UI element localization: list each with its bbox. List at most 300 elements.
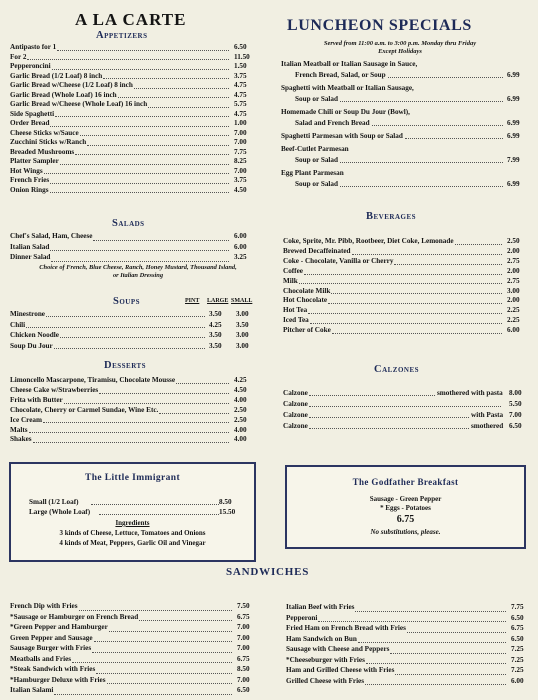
soup-size-headers (180, 298, 260, 308)
soup-small-price: 3.00 (236, 310, 249, 318)
dessert-item (10, 426, 253, 436)
dot-leader (159, 413, 229, 414)
appetizer-item-price: 7.75 (234, 147, 247, 156)
dot-leader (332, 333, 502, 334)
dot-leader (340, 162, 503, 163)
appetizer-item-name: Garlic Bread (Whole Loaf) 16 inch (10, 90, 117, 99)
beverage-item (283, 277, 526, 287)
beverage-item-price: 2.50 (507, 237, 520, 245)
sandwich-item (286, 677, 526, 688)
dessert-item (10, 416, 253, 426)
dessert-item (10, 386, 253, 396)
appetizer-item-name: Hot Wings (10, 166, 43, 175)
dot-leader (372, 125, 503, 126)
dot-leader (99, 514, 219, 515)
dot-leader (93, 240, 229, 241)
sandwich-item-name: *Hamburger Deluxe with Fries (10, 675, 106, 684)
luncheon-title: LUNCHEON SPECIALS (287, 17, 472, 34)
beverage-item (283, 247, 526, 257)
luncheon-served-note (290, 40, 510, 56)
beverage-item-price: 2.00 (507, 296, 520, 305)
dot-leader (309, 406, 501, 407)
dot-leader (309, 428, 469, 429)
luncheon-item-detail: Soup or Salad (295, 156, 339, 164)
sandwich-item-price: 6.50 (237, 686, 250, 694)
dot-leader (331, 293, 502, 294)
beverage-item-name: Coke, Sprite, Mr. Pibb, Rootbeer, Diet Coke, Lemonade (283, 237, 454, 245)
salad-item-name: Chef's Salad, Ham, Cheese (10, 232, 93, 240)
sandwich-item-price: 6.50 (511, 613, 524, 622)
dot-leader (92, 652, 232, 653)
dot-leader (72, 662, 232, 663)
dot-leader (50, 183, 229, 184)
dot-leader (96, 673, 232, 674)
salad-item (10, 232, 253, 243)
sandwich-item (10, 676, 255, 687)
godfather-title: The Godfather Breakfast (352, 477, 459, 487)
appetizer-item-name: Cheese Sticks w/Sauce (10, 128, 79, 137)
beverage-item-price: 2.00 (507, 266, 520, 275)
dot-leader (99, 393, 229, 394)
salad-item (10, 243, 253, 254)
appetizer-item-name: Order Bread (10, 119, 50, 127)
sandwich-item-price: 7.25 (511, 655, 524, 664)
desserts-heading: Desserts (104, 360, 147, 371)
luncheon-item-name: Italian Meatball or Italian Sausage in Sauce, (281, 60, 418, 68)
dot-leader (310, 323, 502, 324)
appetizer-item (10, 43, 253, 53)
dessert-item (10, 435, 253, 445)
calzones-heading: Calzones (374, 364, 420, 375)
beverage-item-name: Coffee (283, 266, 303, 275)
sandwich-item-name: Ham Sandwich on Bun (286, 634, 357, 643)
appetizer-item-name: Onion Rings (10, 185, 49, 194)
salad-item-name: Italian Salad (10, 242, 50, 251)
dot-leader (405, 138, 503, 139)
dot-leader (55, 116, 229, 117)
sandwich-item-price: 7.00 (237, 633, 250, 642)
appetizer-item (10, 53, 253, 63)
dot-leader (46, 316, 205, 317)
appetizer-item-name: Garlic Bread w/Cheese (1/2 Loaf) 8 inch (10, 81, 133, 89)
appetizer-item-name: Breaded Mushrooms (10, 147, 75, 156)
sandwich-item-price: 7.00 (237, 644, 250, 652)
dessert-item-price: 4.50 (234, 385, 247, 394)
beverage-item-name: Brewed Decaffeinated (283, 246, 351, 255)
appetizer-item-price: 1.50 (234, 62, 247, 70)
beverage-item-price: 2.00 (507, 246, 520, 255)
a-la-carte-title: A LA CARTE (75, 10, 187, 29)
dot-leader (340, 101, 503, 102)
small-label: Small (1/2 Loaf) (29, 498, 79, 506)
soup-size-header: SMALL (231, 298, 253, 304)
beverage-item-price: 6.00 (507, 326, 520, 335)
soup-large-price: 3.50 (209, 341, 222, 350)
sandwich-item (286, 614, 526, 625)
godfather-line-2: * Eggs - Potatoes (380, 504, 431, 512)
dot-leader (94, 641, 232, 642)
appetizer-item-price: 7.00 (234, 138, 247, 146)
beverage-item-name: Pitcher of Coke (283, 326, 331, 335)
godfather-note: No substitutions, please. (370, 528, 441, 536)
dot-leader (328, 303, 502, 304)
beverage-item-price: 3.00 (507, 286, 520, 295)
appetizer-item (10, 72, 253, 82)
appetizer-item-price: 4.75 (234, 81, 247, 89)
soup-small-price: 3.50 (236, 320, 249, 329)
sandwich-item-name: Grilled Cheese with Fries (286, 676, 365, 685)
sandwich-item (10, 665, 255, 676)
luncheon-item-price: 6.99 (507, 119, 520, 127)
appetizer-item-name: Pepperoncini (10, 62, 51, 70)
dot-leader (107, 683, 232, 684)
godfather-line-1: Sausage - Green Pepper (369, 495, 442, 503)
appetizer-item-name: Garlic Bread (1/2 Loaf) 8 inch (10, 71, 103, 80)
luncheon-item-name: Spaghetti Parmesan with Soup or Salad (281, 132, 403, 140)
dessert-item-name: Chocolate, Cherry or Carmel Sundae, Wine Etc. (10, 405, 159, 414)
luncheon-item-detail: Salad and French Bread (295, 119, 370, 127)
dessert-item-name: Cheese Cake w/Strawberries (10, 385, 99, 394)
dot-leader (355, 611, 506, 612)
appetizer-item (10, 167, 253, 177)
sandwich-item-name: *Steak Sandwich with Fries (10, 665, 96, 673)
dot-leader (29, 432, 229, 433)
appetizer-item (10, 81, 253, 91)
calzone-item-name: Calzone (283, 422, 308, 430)
appetizer-item-name: Side Spaghetti (10, 109, 55, 118)
godfather-price: 6.75 (396, 514, 415, 525)
salad-item-price: 6.00 (234, 232, 247, 240)
sandwich-item-name: Meatballs and Fries (10, 654, 72, 663)
appetizer-item (10, 119, 253, 129)
sandwich-item-name: Green Pepper and Sausage (10, 633, 93, 642)
sandwich-item-name: French Dip with Fries (10, 602, 78, 610)
sandwich-item (286, 624, 526, 635)
sandwiches-heading: SANDWICHES (226, 566, 310, 578)
dessert-item (10, 396, 253, 406)
beverage-item-name: Chocolate Milk (283, 286, 331, 295)
luncheon-item-price: 7.99 (507, 156, 520, 164)
dot-leader (299, 283, 502, 284)
calzone-item-name: Calzone (283, 389, 308, 397)
dot-leader (340, 186, 503, 187)
soup-small-price: 3.00 (236, 341, 249, 350)
little-immigrant-box (9, 462, 256, 562)
sandwich-item-price: 7.25 (511, 666, 524, 674)
sandwich-item-price: 7.75 (511, 603, 524, 611)
dot-leader (309, 417, 469, 418)
sandwich-item-name: Pepperoni (286, 613, 318, 622)
beverage-item (283, 326, 526, 336)
dessert-item (10, 376, 253, 386)
dessert-item (10, 406, 253, 416)
sandwich-item (10, 644, 255, 655)
dot-leader (309, 395, 435, 396)
luncheon-item-name: Beef-Cutlet Parmesan (281, 145, 349, 153)
dot-leader (60, 337, 205, 338)
appetizer-item-name: French Fries (10, 176, 50, 184)
sandwich-item (10, 623, 255, 634)
appetizer-item-name: Antipasto for 1 (10, 43, 57, 51)
luncheon-except: Except Holidays (378, 48, 422, 55)
calzone-item-price: 5.50 (509, 400, 522, 408)
sandwich-item-name: Fried Ham on French Bread with Fries (286, 624, 406, 632)
soup-item-name: Chicken Noodle (10, 331, 59, 339)
appetizer-item (10, 157, 253, 167)
soup-large-price: 3.50 (209, 310, 222, 318)
appetizer-item-price: 8.25 (234, 157, 247, 165)
appetizer-item (10, 110, 253, 120)
beverage-item-price: 2.75 (507, 256, 520, 265)
dot-leader (352, 254, 502, 255)
dot-leader (50, 250, 229, 251)
soup-size-header: LARGE (207, 298, 229, 304)
sandwich-item-price: 6.75 (237, 654, 250, 663)
appetizers-heading: Appetizers (96, 30, 148, 41)
dot-leader (57, 50, 229, 51)
soup-item-name: Minestrone (10, 310, 46, 318)
sandwich-item (10, 655, 255, 666)
dot-leader (304, 274, 502, 275)
dot-leader (390, 653, 506, 654)
dessert-item-name: Frita with Butter (10, 395, 63, 404)
dot-leader (27, 59, 229, 60)
dot-leader (50, 192, 229, 193)
beverage-item (283, 296, 526, 306)
dot-leader (51, 261, 229, 262)
appetizer-item-price: 7.00 (234, 166, 247, 175)
calzone-item-price: 7.00 (509, 411, 522, 419)
soups-heading: Soups (113, 296, 141, 307)
dot-leader (54, 694, 232, 695)
dot-leader (87, 145, 229, 146)
beverage-item-name: Coke - Chocolate, Vanilla or Cherry (283, 256, 394, 265)
dot-leader (50, 126, 229, 127)
beverage-item-name: Milk (283, 276, 298, 285)
salad-item-price: 6.00 (234, 242, 247, 251)
appetizer-item (10, 148, 253, 158)
sandwich-item-name: Sausage with Cheese and Peppers (286, 645, 390, 653)
soup-size-header: PINT (185, 298, 200, 304)
dessert-item-name: Limoncello Mascarpone, Tiramisu, Chocolate Mousse (10, 376, 176, 384)
appetizer-item-price: 3.75 (234, 176, 247, 184)
sandwich-item (286, 603, 526, 614)
sandwich-item (10, 613, 255, 624)
appetizer-item-name: Garlic Bread w/Cheese (Whole Loaf) 16 inch (10, 100, 148, 108)
dot-leader (64, 403, 229, 404)
dot-leader (60, 164, 229, 165)
ingredients-heading: Ingredients (115, 519, 150, 527)
appetizer-item (10, 91, 253, 101)
beverage-item (283, 306, 526, 316)
dot-leader (148, 107, 229, 108)
little-immigrant-title: The Little Immigrant (84, 473, 181, 483)
sandwich-item-name: Sausage Burger with Fries (10, 644, 92, 652)
dot-leader (54, 348, 205, 349)
sandwich-item-price: 7.50 (237, 602, 250, 610)
dessert-item-price: 2.50 (234, 415, 247, 424)
dot-leader (394, 264, 502, 265)
soup-item-name: Chili (10, 320, 26, 329)
luncheon-served-hours: Served from 11:00 a.m. to 3:00 p.m. Monday thru Friday (323, 40, 477, 47)
luncheon-item-price: 6.99 (507, 180, 520, 188)
calzone-item-name: Calzone (283, 400, 308, 408)
appetizer-item-price: 1.00 (234, 119, 247, 127)
sandwich-item-price: 6.75 (237, 612, 250, 621)
small-price: 8.50 (219, 498, 232, 506)
salad-item (10, 253, 253, 264)
dot-leader (33, 442, 229, 443)
appetizer-item-name: Zucchini Sticks w/Ranch (10, 138, 87, 146)
sandwich-item (10, 602, 255, 613)
beverage-item (283, 267, 526, 277)
dot-leader (365, 684, 506, 685)
beverage-item-price: 2.25 (507, 316, 520, 325)
salad-item-name: Dinner Salad (10, 253, 51, 261)
beverage-item (283, 237, 526, 247)
calzone-item-modifier: with Pasta (471, 411, 504, 419)
sandwich-item-name: *Cheeseburger with Fries (286, 655, 365, 664)
appetizer-item-price: 4.50 (234, 185, 247, 194)
sandwich-item (286, 645, 526, 656)
dot-leader (109, 631, 232, 632)
sandwich-item-price: 6.00 (511, 676, 524, 685)
luncheon-item-name: Spaghetti with Meatball or Italian Sausage, (281, 84, 414, 92)
dessert-item-price: 4.00 (234, 425, 247, 434)
dessert-item-name: Malts (10, 425, 28, 434)
salads-dressing-note: Choice of French, Blue Cheese, Ranch, Honey Mustard, Thousand Island, or Italian Dressing (39, 264, 237, 279)
sandwich-item-price: 8.50 (237, 665, 250, 673)
dot-leader (103, 78, 229, 79)
beverage-item-price: 2.75 (507, 276, 520, 285)
dot-leader (388, 77, 503, 78)
appetizer-item-name: For 2 (10, 52, 27, 61)
dot-leader (455, 244, 502, 245)
appetizer-item (10, 176, 253, 186)
dot-leader (80, 135, 229, 136)
dot-leader (176, 383, 229, 384)
luncheon-item-price: 6.99 (507, 132, 520, 140)
beverage-item-name: Hot Tea (283, 306, 308, 315)
luncheon-item-price: 6.99 (507, 95, 520, 103)
dot-leader (91, 504, 219, 505)
ingredients-line-1: 3 kinds of Cheese, Lettuce, Tomatoes and Onions (59, 529, 206, 537)
calzone-item-price: 6.50 (509, 422, 522, 430)
sandwich-item-name: Italian Salami (10, 686, 54, 694)
sandwich-item-price: 6.75 (511, 624, 524, 632)
dot-leader (308, 313, 502, 314)
luncheon-item-name: Homemade Chili or Soup Du Jour (Bowl), (281, 108, 410, 116)
sandwich-item (286, 656, 526, 667)
dessert-item-price: 4.00 (234, 395, 247, 404)
ingredients-line-2: 4 kinds of Meat, Peppers, Garlic Oil and Vinegar (59, 539, 206, 547)
soup-small-price: 3.00 (236, 331, 249, 339)
luncheon-item-price: 6.99 (507, 71, 520, 79)
calzone-item-modifier: smothered (471, 422, 504, 430)
appetizer-item-price: 11.50 (234, 52, 250, 61)
dot-leader (134, 88, 229, 89)
appetizer-item-price: 4.75 (234, 90, 247, 99)
dot-leader (44, 173, 229, 174)
dot-leader (75, 154, 229, 155)
beverage-item-name: Hot Chocolate (283, 296, 328, 305)
godfather-box (285, 465, 526, 549)
sandwich-item (286, 666, 526, 677)
appetizer-item (10, 100, 253, 110)
dot-leader (139, 620, 232, 621)
calzone-item-price: 8.00 (509, 389, 522, 397)
luncheon-item-name: Egg Plant Parmesan (281, 169, 344, 177)
sandwich-item-price: 6.50 (511, 634, 524, 643)
beverage-item (283, 287, 526, 297)
appetizer-item (10, 186, 253, 196)
dot-leader (318, 621, 506, 622)
appetizer-item (10, 129, 253, 139)
sandwich-item-price: 7.00 (237, 675, 250, 684)
sandwich-item-name: *Sausage or Hamburger on French Bread (10, 612, 139, 621)
dessert-item-name: Ice Cream (10, 415, 42, 424)
dot-leader (43, 422, 229, 423)
calzone-item-modifier: smothered with pasta (437, 389, 503, 397)
luncheon-item-detail: Soup or Salad (295, 95, 339, 103)
salad-item-price: 3.25 (234, 253, 247, 261)
appetizer-item-price: 7.00 (234, 128, 247, 137)
sandwich-item-price: 7.00 (237, 623, 250, 631)
appetizer-item-price: 3.75 (234, 71, 247, 80)
soup-large-price: 3.50 (209, 331, 222, 339)
soup-item-name: Soup Du Jour (10, 341, 53, 350)
luncheon-item-detail: French Bread, Salad, or Soup (295, 71, 386, 79)
dot-leader (366, 663, 506, 664)
dot-leader (79, 610, 232, 611)
sandwich-item-name: Italian Beef with Fries (286, 603, 355, 611)
beverages-heading: Beverages (366, 211, 417, 222)
dot-leader (407, 632, 506, 633)
dessert-item-price: 4.25 (234, 376, 247, 384)
dot-leader (52, 69, 229, 70)
dot-leader (358, 642, 506, 643)
dessert-item-price: 2.50 (234, 405, 247, 414)
appetizer-item-price: 5.75 (234, 100, 247, 108)
sandwich-item-price: 7.25 (511, 645, 524, 653)
beverage-item-name: Iced Tea (283, 316, 309, 325)
appetizer-item (10, 138, 253, 148)
dot-leader (118, 97, 229, 98)
dot-leader (395, 674, 506, 675)
beverage-item (283, 257, 526, 267)
soup-large-price: 4.25 (209, 320, 222, 329)
sandwich-item (10, 686, 255, 697)
sandwich-item (286, 635, 526, 646)
appetizer-item-price: 4.75 (234, 109, 247, 118)
large-label: Large (Whole Loaf) (29, 508, 91, 516)
dot-leader (26, 327, 205, 328)
sandwich-item-name: Ham and Grilled Cheese with Fries (286, 666, 395, 674)
calzone-item-name: Calzone (283, 411, 308, 419)
sandwich-item-name: *Green Pepper and Hamburger (10, 623, 108, 631)
appetizer-item-name: Platter Sampler (10, 157, 59, 165)
salads-heading: Salads (112, 218, 145, 229)
luncheon-item-detail: Soup or Salad (295, 180, 339, 188)
large-price: 15.50 (219, 508, 236, 516)
beverage-item-price: 2.25 (507, 306, 520, 315)
appetizer-item-price: 6.50 (234, 43, 247, 51)
dessert-item-price: 4.00 (234, 435, 247, 444)
sandwich-item (10, 634, 255, 645)
beverage-item (283, 316, 526, 326)
dessert-item-name: Shakes (10, 435, 32, 444)
appetizer-item (10, 62, 253, 72)
